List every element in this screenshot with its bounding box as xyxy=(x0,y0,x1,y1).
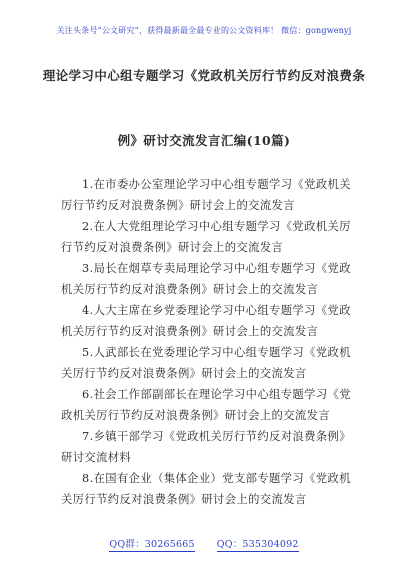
toc-item-5 xyxy=(61,342,351,384)
toc-item-text-continued: 政机关厉行节约反对浪费条例》研讨会上的交流发言 xyxy=(61,409,331,422)
toc-item-text-continued: 机关厉行节约反对浪费条例》研讨会上的交流发言 xyxy=(61,325,319,338)
document-title-line-1: 理论学习中心组专题学习《党政机关厉行节约反对浪费条 xyxy=(42,68,366,83)
table-of-contents xyxy=(61,174,351,510)
toc-item-text: 2.在人大党组理论学习中心组专题学习《党政机关厉 xyxy=(82,220,351,233)
toc-item-text-continued: 机关厉行节约反对浪费条例》研讨会上的交流发言 xyxy=(61,283,319,296)
toc-item-text: 1.在市委办公室理论学习中心组专题学习《党政机关 xyxy=(82,178,351,191)
toc-item-7 xyxy=(61,426,351,468)
document-title-line-2: 例》研讨交流发言汇编(10篇) xyxy=(117,133,291,148)
toc-item-text-continued: 关厉行节约反对浪费条例》研讨会上的交流发言 xyxy=(61,493,307,506)
toc-item-1 xyxy=(61,174,351,216)
header-notice: 关注头条号“公文研究”，获得最新最全最专业的公文资料库！ 微信：gongwenyj xyxy=(56,26,352,35)
toc-item-text-continued: 厉行节约反对浪费条例》研讨会上的交流发言 xyxy=(61,199,295,212)
toc-item-text: 7.乡镇干部学习《党政机关厉行节约反对浪费条例》 xyxy=(82,430,351,443)
toc-item-text-continued: 关厉行节约反对浪费条例》研讨会上的交流发言 xyxy=(61,367,307,380)
toc-item-text: 8.在国有企业（集体企业）党支部专题学习《党政机 xyxy=(82,472,351,485)
toc-item-text: 4.人大主席在乡党委理论学习中心组专题学习《党政 xyxy=(82,304,351,317)
toc-item-8 xyxy=(61,468,351,510)
toc-item-text-continued: 行节约反对浪费条例》研讨会上的交流发言 xyxy=(61,241,284,254)
toc-item-4 xyxy=(61,300,351,342)
toc-item-text: 5.人武部长在党委理论学习中心组专题学习《党政机 xyxy=(82,346,351,359)
qq-number: QQ：535304092 xyxy=(216,539,299,550)
qq-group-number: QQ群：30265665 xyxy=(109,539,195,550)
toc-item-2 xyxy=(61,216,351,258)
toc-item-text-continued: 研讨交流材料 xyxy=(61,451,132,464)
page-footer xyxy=(0,539,408,552)
toc-item-text: 6.社会工作部副部长在理论学习中心组专题学习《党 xyxy=(82,388,351,401)
toc-item-text: 3.局长在烟草专卖局理论学习中心组专题学习《党政 xyxy=(82,262,351,275)
toc-item-6 xyxy=(61,384,351,426)
toc-item-3 xyxy=(61,258,351,300)
